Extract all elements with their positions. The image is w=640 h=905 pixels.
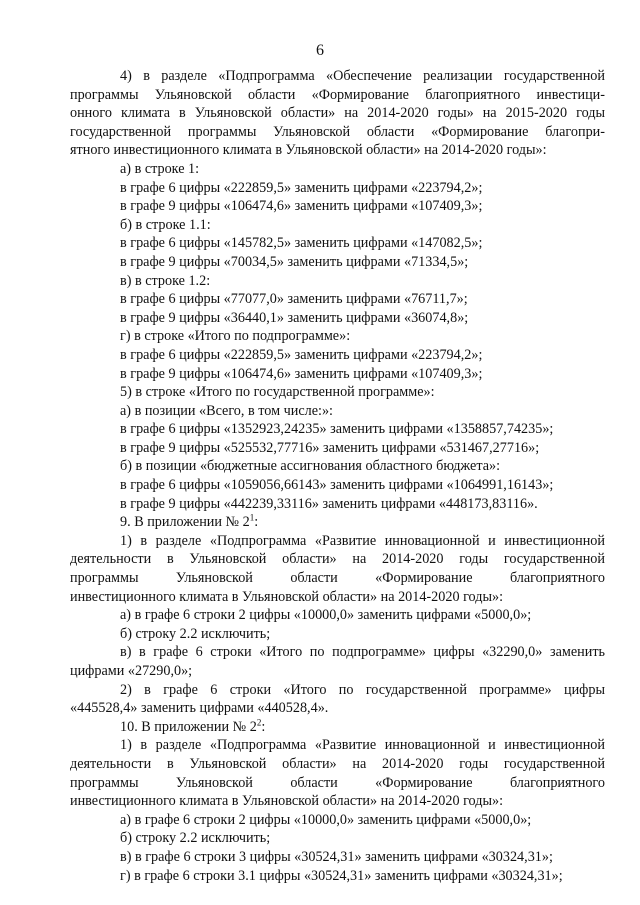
heading-text: 10. В приложении № 2 (120, 718, 257, 735)
paragraph-line: инвестиционного климата в Ульяновской области» на 2014-2020 годы»: (70, 588, 504, 605)
paragraph-line: ятного инвестиционного климата в Ульяновской области» на 2014-2020 годы»: (70, 142, 547, 159)
paragraph-line: 1) в разделе «Подпрограмма «Развитие инновационной и инвестиционной (120, 737, 605, 754)
paragraph-line: 4) в разделе «Подпрограмма «Обеспечение реализации государственной (120, 68, 605, 84)
paragraph-line: программы Ульяновской области «Формирование благоприятного (70, 774, 605, 791)
paragraph-line: а) в строке 1: (120, 160, 200, 177)
paragraph-line: в графе 9 цифры «525532,77716» заменить цифрами «531467,27716»; (120, 439, 540, 456)
paragraph-line: а) в графе 6 строки 2 цифры «10000,0» заменить цифрами «5000,0»; (120, 607, 532, 624)
paragraph-line: 1) в разделе «Подпрограмма «Развитие инновационной и инвестиционной (120, 532, 605, 549)
paragraph-line: программы Ульяновской области «Формирование благоприятного (70, 570, 605, 587)
paragraph-line: б) в позиции «бюджетные ассигнования областного бюджета»: (120, 458, 501, 475)
section-heading (70, 513, 605, 532)
paragraph-line: в графе 6 цифры «77077,0» заменить цифрами «76711,7»; (120, 291, 468, 308)
heading-colon: : (254, 514, 259, 531)
paragraph-line: цифрами «27290,0»; (70, 663, 193, 679)
paragraph-line: в графе 6 цифры «1059056,66143» заменить цифрами «1064991,16143»; (120, 477, 554, 494)
paragraph-line: в графе 9 цифры «36440,1» заменить цифрами «36074,8»; (120, 309, 469, 326)
heading-colon: : (261, 718, 266, 735)
paragraph-line: государственной программы Ульяновской области «Формирование благопри- (70, 123, 605, 140)
paragraph-line: г) в строке «Итого по подпрограмме»: (120, 328, 351, 345)
paragraph-line: в графе 6 цифры «145782,5» заменить цифрами «147082,5»; (120, 235, 483, 252)
paragraph-line: программы Ульяновской области «Формирование благоприятного инвестици- (70, 86, 605, 103)
paragraph-line: 5) в строке «Итого по государственной программе»: (120, 384, 435, 401)
paragraph-line: в графе 6 цифры «222859,5» заменить цифрами «223794,2»; (120, 179, 483, 196)
paragraph-line: а) в графе 6 строки 2 цифры «10000,0» заменить цифрами «5000,0»; (120, 811, 532, 828)
paragraph-line: в) в строке 1.2: (120, 272, 211, 289)
paragraph-line: в графе 9 цифры «106474,6» заменить цифрами «107409,3»; (120, 198, 483, 215)
paragraph-line: в графе 9 цифры «442239,33116» заменить цифрами «448173,83116». (120, 495, 538, 512)
paragraph-line: в графе 6 цифры «1352923,24235» заменить цифрами «1358857,74235»; (120, 421, 554, 438)
page-number: 6 (316, 42, 324, 59)
paragraph-line: а) в позиции «Всего, в том числе:»: (120, 402, 333, 419)
paragraph-line: в) в графе 6 строки «Итого по подпрограмме» цифры «32290,0» заменить (120, 644, 605, 661)
paragraph-line: в графе 9 цифры «106474,6» заменить цифрами «107409,3»; (120, 365, 483, 382)
paragraph-line: в графе 9 цифры «70034,5» заменить цифрами «71334,5»; (120, 253, 469, 270)
paragraph-line: «445528,4» заменить цифрами «440528,4». (70, 700, 329, 717)
paragraph-line: в) в графе 6 строки 3 цифры «30524,31» заменить цифрами «30324,31»; (120, 848, 553, 865)
paragraph-line: г) в графе 6 строки 3.1 цифры «30524,31» заменить цифрами «30324,31»; (120, 867, 563, 884)
paragraph-line: 2) в графе 6 строки «Итого по государственной программе» цифры (120, 681, 605, 698)
paragraph-line: онного климата в Ульяновской области» на 2014-2020 годы» на 2015-2020 годы (70, 105, 605, 122)
section-heading (70, 718, 605, 737)
document-body (70, 67, 605, 885)
paragraph-line: б) строку 2.2 исключить; (120, 625, 271, 642)
superscript: 2 (256, 717, 262, 728)
paragraph-line: б) в строке 1.1: (120, 216, 211, 233)
heading-text: 9. В приложении № 2 (120, 514, 250, 531)
paragraph-line: в графе 6 цифры «222859,5» заменить цифрами «223794,2»; (120, 346, 483, 363)
paragraph-line: деятельности в Ульяновской области» на 2014-2020 годы государственной (70, 551, 605, 568)
paragraph-line: инвестиционного климата в Ульяновской области» на 2014-2020 годы»: (70, 793, 504, 810)
superscript: 1 (249, 512, 255, 523)
paragraph-line: деятельности в Ульяновской области» на 2014-2020 годы государственной (70, 755, 605, 772)
paragraph-line: б) строку 2.2 исключить; (120, 830, 271, 847)
